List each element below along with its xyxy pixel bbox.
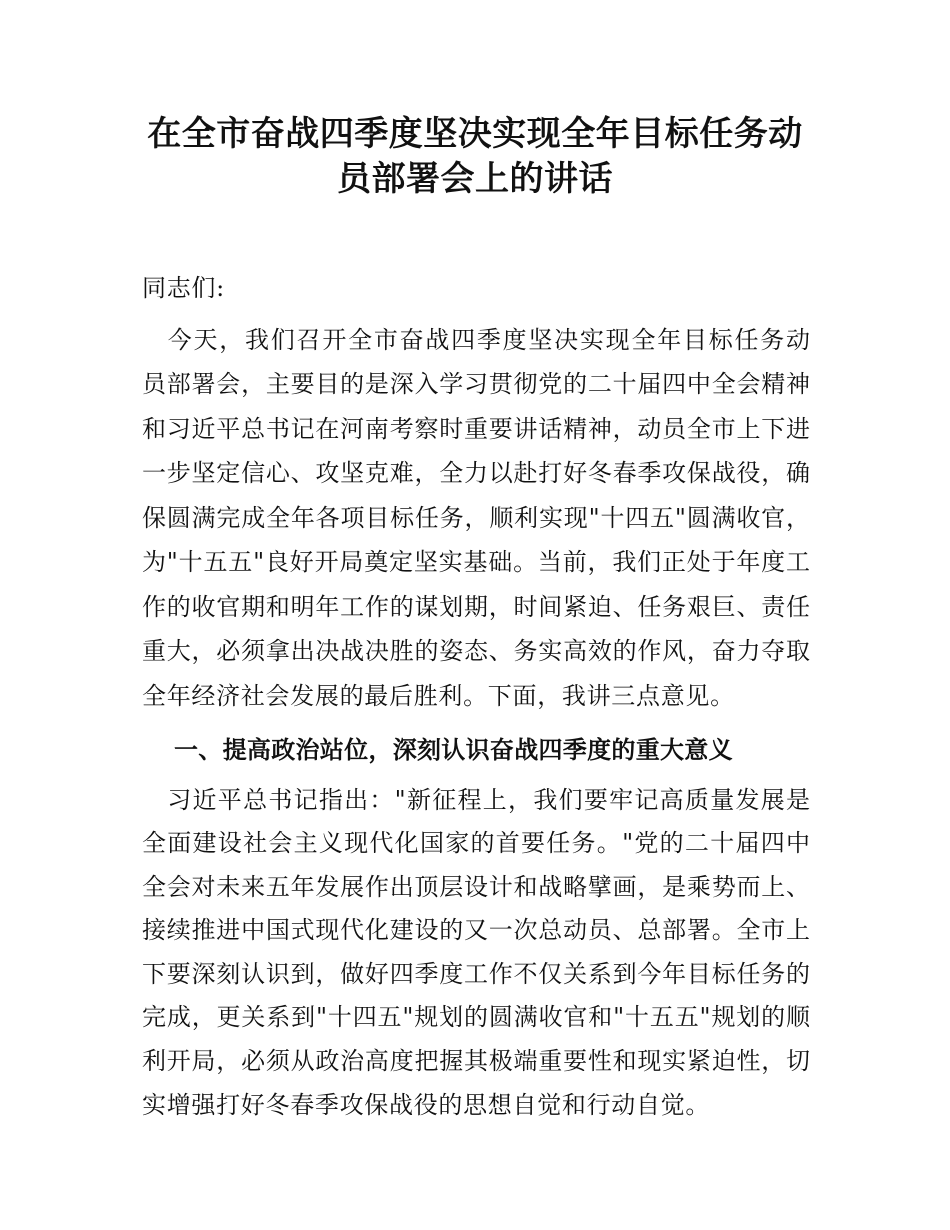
text-line: 作的收官期和明年工作的谋划期，时间紧迫、任务艰巨、责任 — [142, 592, 810, 621]
text-line: 和习近平总书记在河南考察时重要讲话精神，动员全市上下进 — [142, 414, 810, 443]
text-line: 实增强打好冬春季攻保战役的思想自觉和行动自觉。 — [142, 1090, 711, 1119]
text-line: 全年经济社会发展的最后胜利。下面，我讲三点意见。 — [142, 681, 735, 710]
text-line: 接续推进中国式现代化建设的又一次总动员、总部署。全市上 — [142, 916, 810, 945]
text-line: 今天，我们召开全市奋战四季度坚决实现全年目标任务动 — [142, 325, 810, 354]
text-line: 一步坚定信心、攻坚克难，全力以赴打好冬春季攻保战役，确 — [142, 459, 810, 487]
text-line: 保圆满完成全年各项目标任务，顺利实现"十四五"圆满收官， — [142, 503, 810, 532]
text-line: 重大，必须拿出决战决胜的姿态、务实高效的作风，奋力夺取 — [142, 637, 810, 665]
text-line: 习近平总书记指出："新征程上，我们要牢记高质量发展是 — [142, 785, 810, 814]
text-line: 为"十五五"良好开局奠定坚实基础。当前，我们正处于年度工 — [142, 548, 810, 576]
salutation: 同志们: — [142, 274, 225, 302]
section-heading-1: 一、提高政治站位，深刻认识奋战四季度的重大意义 — [174, 736, 733, 764]
text-line: 员部署会，主要目的是深入学习贯彻党的二十届四中全会精神 — [142, 370, 810, 398]
document-body — [142, 266, 810, 1127]
text-line: 全会对未来五年发展作出顶层设计和战略擘画，是乘势而上、 — [142, 872, 810, 901]
title-line-2: 员部署会上的讲话 — [337, 159, 613, 199]
text-line: 利开局，必须从政治高度把握其极端重要性和现实紧迫性，切 — [142, 1047, 810, 1076]
document-title — [0, 112, 950, 202]
text-line: 全面建设社会主义现代化国家的首要任务。"党的二十届四中 — [142, 829, 810, 858]
text-line: 下要深刻认识到，做好四季度工作不仅关系到今年目标任务的 — [142, 959, 810, 988]
title-line-1: 在全市奋战四季度坚决实现全年目标任务动 — [147, 114, 803, 154]
paragraph-2 — [142, 779, 810, 1128]
paragraph-1 — [142, 318, 810, 719]
text-line: 完成，更关系到"十四五"规划的圆满收官和"十五五"规划的顺 — [142, 1003, 810, 1032]
